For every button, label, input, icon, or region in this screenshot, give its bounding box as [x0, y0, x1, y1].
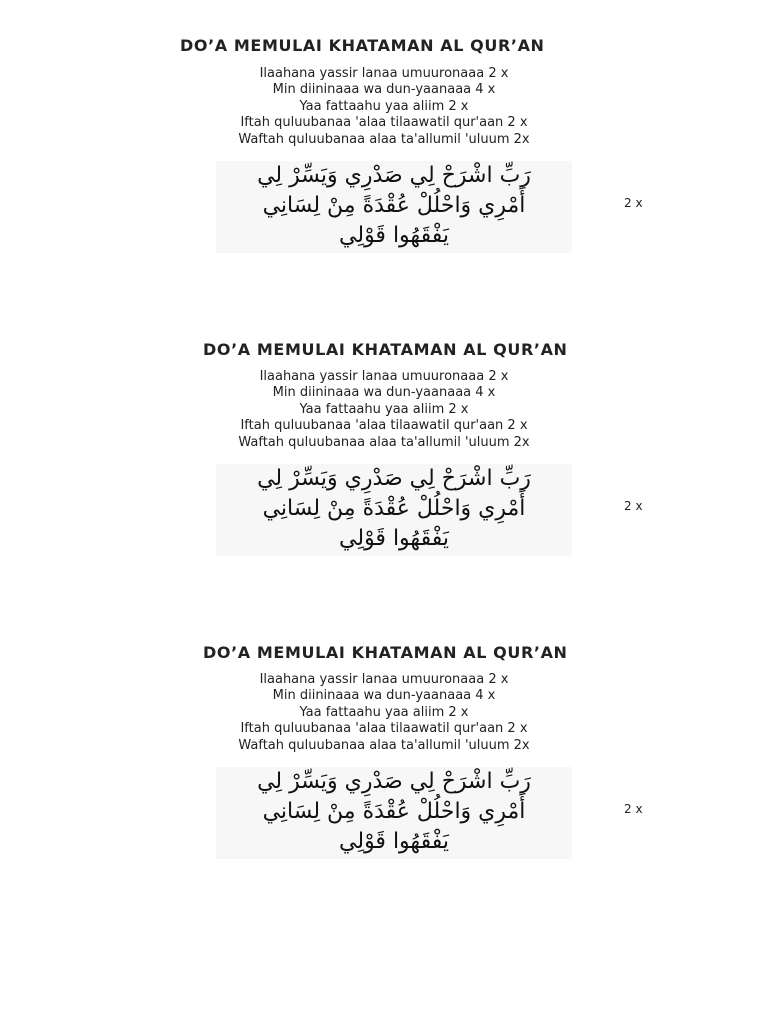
- transliteration-line: Waftah quluubanaa alaa ta'allumil 'uluum 2x: [238, 131, 530, 147]
- repeat-count: 2 x: [624, 802, 643, 816]
- transliteration-line: Yaa fattaahu yaa aliim 2 x: [299, 704, 469, 720]
- arabic-line: يَفْقَهُوا قَوْلِي: [339, 829, 449, 854]
- transliteration-line: Ilaahana yassir lanaa umuuronaaa 2 x: [259, 369, 509, 384]
- arabic-line: رَبِّ اشْرَحْ لِي صَدْرِي وَيَسِّرْ لِي: [257, 163, 531, 188]
- transliteration-line: Waftah quluubanaa alaa ta'allumil 'uluum 2x: [238, 737, 530, 753]
- transliteration-line: Min diininaaa wa dun-yaanaaa 4 x: [272, 82, 496, 98]
- arabic-line: أَمْرِي وَاحْلُلْ عُقْدَةً مِنْ لِسَانِي: [262, 496, 526, 521]
- repeat-count: 2 x: [624, 196, 643, 210]
- arabic-line: أَمْرِي وَاحْلُلْ عُقْدَةً مِنْ لِسَانِي: [262, 799, 526, 824]
- section-title: DO’A MEMULAI KHATAMAN AL QUR’AN: [203, 340, 568, 359]
- section-title: DO’A MEMULAI KHATAMAN AL QUR’AN: [203, 643, 568, 662]
- transliteration-line: Yaa fattaahu yaa aliim 2 x: [299, 401, 469, 417]
- transliteration-line: Ilaahana yassir lanaa umuuronaaa 2 x: [259, 672, 509, 687]
- transliteration-line: Min diininaaa wa dun-yaanaaa 4 x: [272, 385, 496, 401]
- transliteration-line: Waftah quluubanaa alaa ta'allumil 'uluum 2x: [238, 434, 530, 450]
- transliteration-line: Yaa fattaahu yaa aliim 2 x: [299, 98, 469, 114]
- arabic-line: رَبِّ اشْرَحْ لِي صَدْرِي وَيَسِّرْ لِي: [257, 769, 531, 794]
- transliteration-line: Iftah quluubanaa 'alaa tilaawatil qur'aan 2 x: [240, 115, 528, 131]
- arabic-verse-image: [216, 767, 572, 859]
- transliteration-lines: [0, 66, 768, 148]
- arabic-line: يَفْقَهُوا قَوْلِي: [339, 526, 449, 551]
- transliteration-line: Iftah quluubanaa 'alaa tilaawatil qur'aan 2 x: [240, 418, 528, 434]
- transliteration-lines: [0, 369, 768, 451]
- transliteration-line: Min diininaaa wa dun-yaanaaa 4 x: [272, 688, 496, 704]
- section-title: DO’A MEMULAI KHATAMAN AL QUR’AN: [180, 36, 545, 55]
- transliteration-lines: [0, 672, 768, 754]
- arabic-line: رَبِّ اشْرَحْ لِي صَدْرِي وَيَسِّرْ لِي: [257, 466, 531, 491]
- arabic-line: أَمْرِي وَاحْلُلْ عُقْدَةً مِنْ لِسَانِي: [262, 193, 526, 218]
- arabic-verse-image: [216, 161, 572, 253]
- arabic-verse-image: [216, 464, 572, 556]
- transliteration-line: Iftah quluubanaa 'alaa tilaawatil qur'aan 2 x: [240, 721, 528, 737]
- transliteration-line: Ilaahana yassir lanaa umuuronaaa 2 x: [259, 66, 509, 81]
- arabic-line: يَفْقَهُوا قَوْلِي: [339, 223, 449, 248]
- repeat-count: 2 x: [624, 499, 643, 513]
